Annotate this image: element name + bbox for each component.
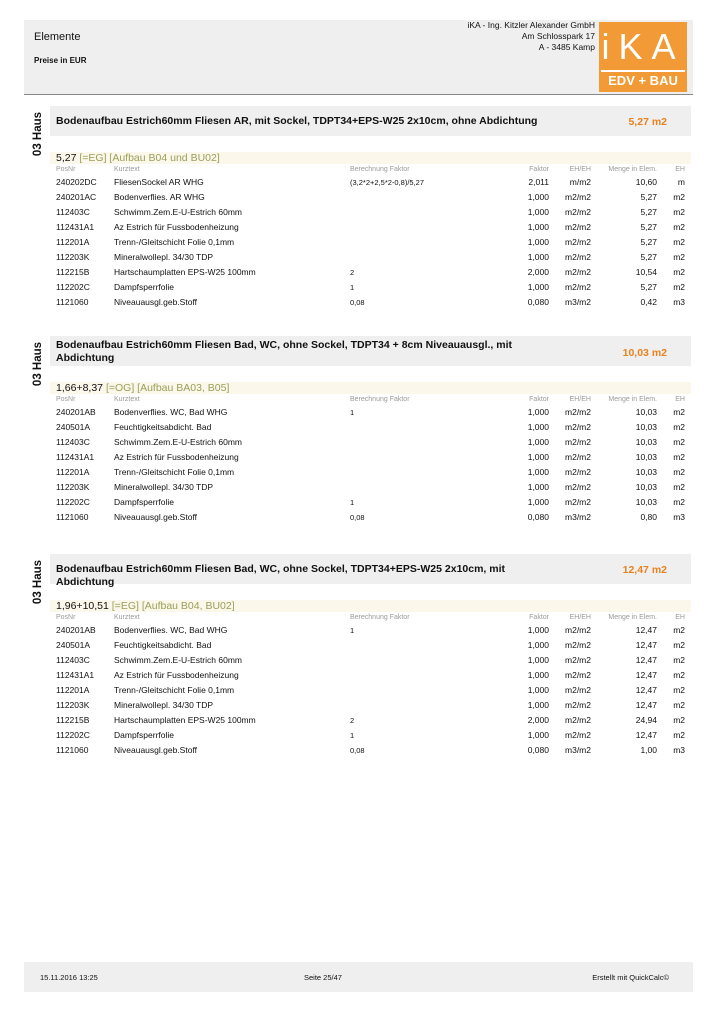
footer-credit: Erstellt mit QuickCalc© xyxy=(592,973,669,982)
cell-eh: m2 xyxy=(673,685,685,695)
table-row xyxy=(50,683,691,698)
cell-pos: 112202C xyxy=(56,730,90,740)
column-header-pos: PosNr xyxy=(56,166,76,173)
cell-pos: 112203K xyxy=(56,482,90,492)
cell-text: Niveauausgl.geb.Stoff xyxy=(114,297,198,307)
cell-faktor: 2,000 xyxy=(527,267,549,277)
column-header-berech: Berechnung Faktor xyxy=(350,614,410,621)
cell-eh: m3 xyxy=(673,297,685,307)
cell-text: Az Estrich für Fussbodenheizung xyxy=(114,670,239,680)
cell-pos: 240201AC xyxy=(56,192,97,202)
cell-text: Bodenverflies. AR WHG xyxy=(114,192,205,202)
section-header xyxy=(50,554,691,588)
section-header xyxy=(50,336,691,366)
cell-pos: 1121060 xyxy=(56,512,89,522)
table-row xyxy=(50,623,691,638)
company-city: A - 3485 Kamp xyxy=(538,42,595,52)
table-row xyxy=(50,420,691,435)
logo-ika-text: iKA xyxy=(601,26,685,67)
section-quantity: 10,03 m2 xyxy=(622,347,667,359)
cell-menge: 12,47 xyxy=(635,640,657,650)
quantity-formula xyxy=(50,152,691,164)
cell-eh: m xyxy=(677,177,685,187)
cell-text: Dampfsperrfolie xyxy=(114,497,174,507)
company-street: Am Schlosspark 17 xyxy=(521,31,595,41)
cell-eh: m2 xyxy=(673,237,685,247)
cell-text: Mineralwollepl. 34/30 TDP xyxy=(114,252,214,262)
table-row xyxy=(50,465,691,480)
cell-faktor: 1,000 xyxy=(527,700,549,710)
cell-eheh: m/m2 xyxy=(569,177,591,187)
column-header-berech: Berechnung Faktor xyxy=(350,166,410,173)
cell-berech: (3,2*2+2,5*2-0,8)/5,27 xyxy=(350,178,425,187)
cell-text: Dampfsperrfolie xyxy=(114,730,174,740)
cell-pos: 112203K xyxy=(56,252,90,262)
cell-text: Trenn-/Gleitschicht Folie 0,1mm xyxy=(114,467,235,477)
cell-text: Schwimm.Zem.E-U-Estrich 60mm xyxy=(114,207,242,217)
cell-eheh: m2/m2 xyxy=(565,670,591,680)
cell-eheh: m2/m2 xyxy=(565,700,591,710)
cell-faktor: 1,000 xyxy=(527,237,549,247)
cell-text: Mineralwollepl. 34/30 TDP xyxy=(114,482,214,492)
cell-eh: m2 xyxy=(673,452,685,462)
cell-eheh: m2/m2 xyxy=(565,467,591,477)
cell-text: Mineralwollepl. 34/30 TDP xyxy=(114,700,214,710)
column-header-eh: EH xyxy=(675,396,685,403)
price-currency-note: Preise in EUR xyxy=(34,56,87,65)
cell-berech: 1 xyxy=(350,626,355,635)
cell-text: Az Estrich für Fussbodenheizung xyxy=(114,222,239,232)
table-row xyxy=(50,265,691,280)
cell-menge: 12,47 xyxy=(635,625,657,635)
cell-faktor: 1,000 xyxy=(527,222,549,232)
cell-menge: 12,47 xyxy=(635,685,657,695)
table-row xyxy=(50,713,691,728)
formula-value: 1,66+8,37 xyxy=(56,382,104,394)
cell-pos: 240201AB xyxy=(56,407,96,417)
table-row xyxy=(50,510,691,525)
table-row xyxy=(50,495,691,510)
footer-page-number: Seite 25/47 xyxy=(304,973,342,982)
cell-menge: 10,03 xyxy=(635,452,657,462)
table-row xyxy=(50,205,691,220)
cell-eheh: m2/m2 xyxy=(565,685,591,695)
cell-eheh: m3/m2 xyxy=(565,745,591,755)
cell-berech: 2 xyxy=(350,716,355,725)
cell-text: Az Estrich für Fussbodenheizung xyxy=(114,452,239,462)
cell-menge: 10,03 xyxy=(635,407,657,417)
table-row xyxy=(50,235,691,250)
formula-note: [=EG] [Aufbau B04 und BU02] xyxy=(79,152,220,164)
column-header-pos: PosNr xyxy=(56,396,76,403)
column-header-berech: Berechnung Faktor xyxy=(350,396,410,403)
cell-menge: 12,47 xyxy=(635,700,657,710)
cell-eheh: m2/m2 xyxy=(565,222,591,232)
side-label-text: 03 Haus xyxy=(32,111,44,157)
section-header xyxy=(50,106,691,136)
section-title: Bodenaufbau Estrich60mm Fliesen Bad, WC, ohne Sockel, TDPT34+EPS-W25 2x10cm, mit Abdichtung xyxy=(56,563,506,588)
table-row xyxy=(50,728,691,743)
cell-menge: 10,54 xyxy=(635,267,657,277)
cell-berech: 1 xyxy=(350,731,355,740)
cell-eheh: m2/m2 xyxy=(565,422,591,432)
page-title: Elemente xyxy=(34,31,81,43)
company-address xyxy=(375,20,595,53)
cell-berech: 0,08 xyxy=(350,513,365,522)
page-footer xyxy=(24,962,693,992)
cell-eh: m2 xyxy=(673,655,685,665)
cell-pos: 240201AB xyxy=(56,625,96,635)
cell-faktor: 1,000 xyxy=(527,497,549,507)
cell-eheh: m2/m2 xyxy=(565,207,591,217)
cell-eh: m2 xyxy=(673,422,685,432)
cell-berech: 2 xyxy=(350,268,355,277)
cell-eheh: m2/m2 xyxy=(565,252,591,262)
cell-eh: m2 xyxy=(673,467,685,477)
cell-pos: 112202C xyxy=(56,282,90,292)
cell-menge: 0,42 xyxy=(640,297,657,307)
cell-faktor: 1,000 xyxy=(527,192,549,202)
side-label-text: 03 Haus xyxy=(32,559,44,605)
cell-eh: m2 xyxy=(673,252,685,262)
column-header-eheh: EH/EH xyxy=(569,614,591,621)
section-quantity: 5,27 m2 xyxy=(628,116,667,128)
cell-pos: 112201A xyxy=(56,467,90,477)
page-header xyxy=(24,20,693,95)
cell-text: Trenn-/Gleitschicht Folie 0,1mm xyxy=(114,685,235,695)
cell-eheh: m2/m2 xyxy=(565,452,591,462)
cell-eheh: m2/m2 xyxy=(565,640,591,650)
company-name: iKA - Ing. Kitzler Alexander GmbH xyxy=(467,20,595,30)
position-table xyxy=(50,394,691,525)
cell-eh: m2 xyxy=(673,267,685,277)
table-row xyxy=(50,653,691,668)
cell-menge: 12,47 xyxy=(635,730,657,740)
column-header-text: Kurztext xyxy=(114,614,140,621)
cell-eh: m3 xyxy=(673,745,685,755)
cell-menge: 5,27 xyxy=(640,237,657,247)
cell-eh: m2 xyxy=(673,282,685,292)
column-header-pos: PosNr xyxy=(56,614,76,621)
cell-eh: m2 xyxy=(673,700,685,710)
cell-pos: 112403C xyxy=(56,437,90,447)
cell-eheh: m3/m2 xyxy=(565,297,591,307)
cell-eh: m2 xyxy=(673,482,685,492)
cell-eh: m2 xyxy=(673,207,685,217)
cell-faktor: 1,000 xyxy=(527,640,549,650)
cell-faktor: 1,000 xyxy=(527,407,549,417)
cell-eh: m2 xyxy=(673,222,685,232)
section-title: Bodenaufbau Estrich60mm Fliesen Bad, WC, ohne Sockel, TDPT34 + 8cm Niveauausgl., mit Abdichtung xyxy=(56,339,512,364)
column-header-menge: Menge in Elem. xyxy=(608,166,657,173)
column-header-eheh: EH/EH xyxy=(569,166,591,173)
cell-pos: 1121060 xyxy=(56,297,89,307)
footer-date: 15.11.2016 13:25 xyxy=(40,973,98,982)
cell-faktor: 2,000 xyxy=(527,715,549,725)
cell-pos: 112201A xyxy=(56,237,90,247)
table-row xyxy=(50,638,691,653)
quantity-formula xyxy=(50,382,691,394)
cell-eheh: m2/m2 xyxy=(565,655,591,665)
cell-text: Hartschaumplatten EPS-W25 100mm xyxy=(114,267,256,277)
formula-note: [=EG] [Aufbau B04, BU02] xyxy=(111,600,235,612)
cell-menge: 10,60 xyxy=(635,177,657,187)
cell-berech: 0,08 xyxy=(350,298,365,307)
cell-eh: m2 xyxy=(673,625,685,635)
cell-menge: 5,27 xyxy=(640,192,657,202)
column-header-faktor: Faktor xyxy=(529,166,549,173)
cell-text: Bodenverflies. WC, Bad WHG xyxy=(114,407,228,417)
company-logo xyxy=(599,22,687,92)
table-row xyxy=(50,450,691,465)
cell-pos: 112215B xyxy=(56,267,90,277)
cell-faktor: 1,000 xyxy=(527,482,549,492)
cell-menge: 5,27 xyxy=(640,252,657,262)
cell-faktor: 1,000 xyxy=(527,670,549,680)
cell-faktor: 0,080 xyxy=(527,745,549,755)
cell-pos: 112403C xyxy=(56,207,90,217)
side-label-text: 03 Haus xyxy=(32,341,44,387)
cell-menge: 5,27 xyxy=(640,222,657,232)
cell-berech: 1 xyxy=(350,498,355,507)
cell-text: Hartschaumplatten EPS-W25 100mm xyxy=(114,715,256,725)
cell-text: Trenn-/Gleitschicht Folie 0,1mm xyxy=(114,237,235,247)
cell-faktor: 1,000 xyxy=(527,207,549,217)
cell-eheh: m2/m2 xyxy=(565,437,591,447)
section-quantity: 12,47 m2 xyxy=(622,564,667,576)
table-row xyxy=(50,698,691,713)
formula-note: [=OG] [Aufbau BA03, B05] xyxy=(105,382,230,394)
side-label xyxy=(24,106,50,170)
cell-eheh: m2/m2 xyxy=(565,267,591,277)
cell-pos: 112403C xyxy=(56,655,90,665)
formula-value: 1,96+10,51 xyxy=(56,600,109,612)
cell-text: Schwimm.Zem.E-U-Estrich 60mm xyxy=(114,437,242,447)
table-row xyxy=(50,190,691,205)
column-header-faktor: Faktor xyxy=(529,614,549,621)
column-header-eheh: EH/EH xyxy=(569,396,591,403)
cell-pos: 112201A xyxy=(56,685,90,695)
cell-menge: 10,03 xyxy=(635,467,657,477)
cell-text: Dampfsperrfolie xyxy=(114,282,174,292)
cell-berech: 1 xyxy=(350,283,355,292)
cell-faktor: 0,080 xyxy=(527,297,549,307)
cell-menge: 1,00 xyxy=(640,745,657,755)
cell-text: Schwimm.Zem.E-U-Estrich 60mm xyxy=(114,655,242,665)
cell-menge: 12,47 xyxy=(635,655,657,665)
cell-pos: 112203K xyxy=(56,700,90,710)
cell-eheh: m2/m2 xyxy=(565,482,591,492)
cell-faktor: 2,011 xyxy=(528,177,549,187)
cell-text: Niveauausgl.geb.Stoff xyxy=(114,512,198,522)
table-header-row xyxy=(50,612,691,623)
cell-eheh: m2/m2 xyxy=(565,192,591,202)
table-row xyxy=(50,480,691,495)
cell-text: Feuchtigkeitsabdicht. Bad xyxy=(114,422,212,432)
cell-faktor: 1,000 xyxy=(527,685,549,695)
cell-menge: 24,94 xyxy=(635,715,657,725)
table-row xyxy=(50,405,691,420)
cell-eh: m2 xyxy=(673,192,685,202)
cell-menge: 10,03 xyxy=(635,437,657,447)
cell-eh: m3 xyxy=(673,512,685,522)
table-row xyxy=(50,295,691,310)
cell-pos: 112431A1 xyxy=(56,222,95,232)
cell-menge: 5,27 xyxy=(640,207,657,217)
cell-faktor: 1,000 xyxy=(527,422,549,432)
column-header-faktor: Faktor xyxy=(529,396,549,403)
column-header-text: Kurztext xyxy=(114,166,140,173)
cell-eh: m2 xyxy=(673,407,685,417)
cell-eheh: m2/m2 xyxy=(565,497,591,507)
cell-faktor: 1,000 xyxy=(527,437,549,447)
cell-eheh: m2/m2 xyxy=(565,730,591,740)
cell-menge: 0,80 xyxy=(640,512,657,522)
cell-berech: 0,08 xyxy=(350,746,365,755)
cell-faktor: 0,080 xyxy=(527,512,549,522)
cell-pos: 112431A1 xyxy=(56,452,95,462)
table-row xyxy=(50,435,691,450)
cell-menge: 5,27 xyxy=(640,282,657,292)
cell-eh: m2 xyxy=(673,730,685,740)
cell-menge: 12,47 xyxy=(635,670,657,680)
cell-faktor: 1,000 xyxy=(527,730,549,740)
table-row xyxy=(50,250,691,265)
cell-pos: 112215B xyxy=(56,715,90,725)
column-header-menge: Menge in Elem. xyxy=(608,614,657,621)
column-header-menge: Menge in Elem. xyxy=(608,396,657,403)
cell-faktor: 1,000 xyxy=(527,655,549,665)
table-row xyxy=(50,280,691,295)
column-header-text: Kurztext xyxy=(114,396,140,403)
cell-faktor: 1,000 xyxy=(527,252,549,262)
cell-text: Niveauausgl.geb.Stoff xyxy=(114,745,198,755)
cell-berech: 1 xyxy=(350,408,355,417)
cell-menge: 10,03 xyxy=(635,482,657,492)
cell-eheh: m3/m2 xyxy=(565,512,591,522)
formula-value: 5,27 xyxy=(56,152,77,164)
column-header-eh: EH xyxy=(675,166,685,173)
table-row xyxy=(50,175,691,190)
cell-faktor: 1,000 xyxy=(527,467,549,477)
logo-edv-bau: EDV + BAU xyxy=(601,70,685,90)
side-label xyxy=(24,336,50,400)
cell-eh: m2 xyxy=(673,437,685,447)
cell-eh: m2 xyxy=(673,715,685,725)
cell-pos: 240202DC xyxy=(56,177,97,187)
position-table xyxy=(50,612,691,758)
cell-pos: 1121060 xyxy=(56,745,89,755)
table-row xyxy=(50,668,691,683)
table-header-row xyxy=(50,164,691,175)
cell-eheh: m2/m2 xyxy=(565,625,591,635)
cell-menge: 10,03 xyxy=(635,497,657,507)
cell-pos: 240501A xyxy=(56,640,91,650)
cell-pos: 240501A xyxy=(56,422,91,432)
cell-pos: 112431A1 xyxy=(56,670,95,680)
column-header-eh: EH xyxy=(675,614,685,621)
cell-text: Bodenverflies. WC, Bad WHG xyxy=(114,625,228,635)
table-row xyxy=(50,220,691,235)
cell-eh: m2 xyxy=(673,497,685,507)
cell-eheh: m2/m2 xyxy=(565,237,591,247)
cell-eh: m2 xyxy=(673,640,685,650)
side-label xyxy=(24,554,50,618)
cell-text: FliesenSockel AR WHG xyxy=(114,177,204,187)
table-header-row xyxy=(50,394,691,405)
quantity-formula xyxy=(50,600,691,612)
cell-eheh: m2/m2 xyxy=(565,407,591,417)
section-title: Bodenaufbau Estrich60mm Fliesen AR, mit Sockel, TDPT34+EPS-W25 2x10cm, ohne Abdichtung xyxy=(56,115,538,127)
cell-faktor: 1,000 xyxy=(527,282,549,292)
cell-eheh: m2/m2 xyxy=(565,282,591,292)
cell-pos: 112202C xyxy=(56,497,90,507)
table-row xyxy=(50,743,691,758)
cell-faktor: 1,000 xyxy=(527,625,549,635)
cell-eheh: m2/m2 xyxy=(565,715,591,725)
cell-text: Feuchtigkeitsabdicht. Bad xyxy=(114,640,212,650)
position-table xyxy=(50,164,691,310)
cell-menge: 10,03 xyxy=(635,422,657,432)
cell-eh: m2 xyxy=(673,670,685,680)
cell-faktor: 1,000 xyxy=(527,452,549,462)
